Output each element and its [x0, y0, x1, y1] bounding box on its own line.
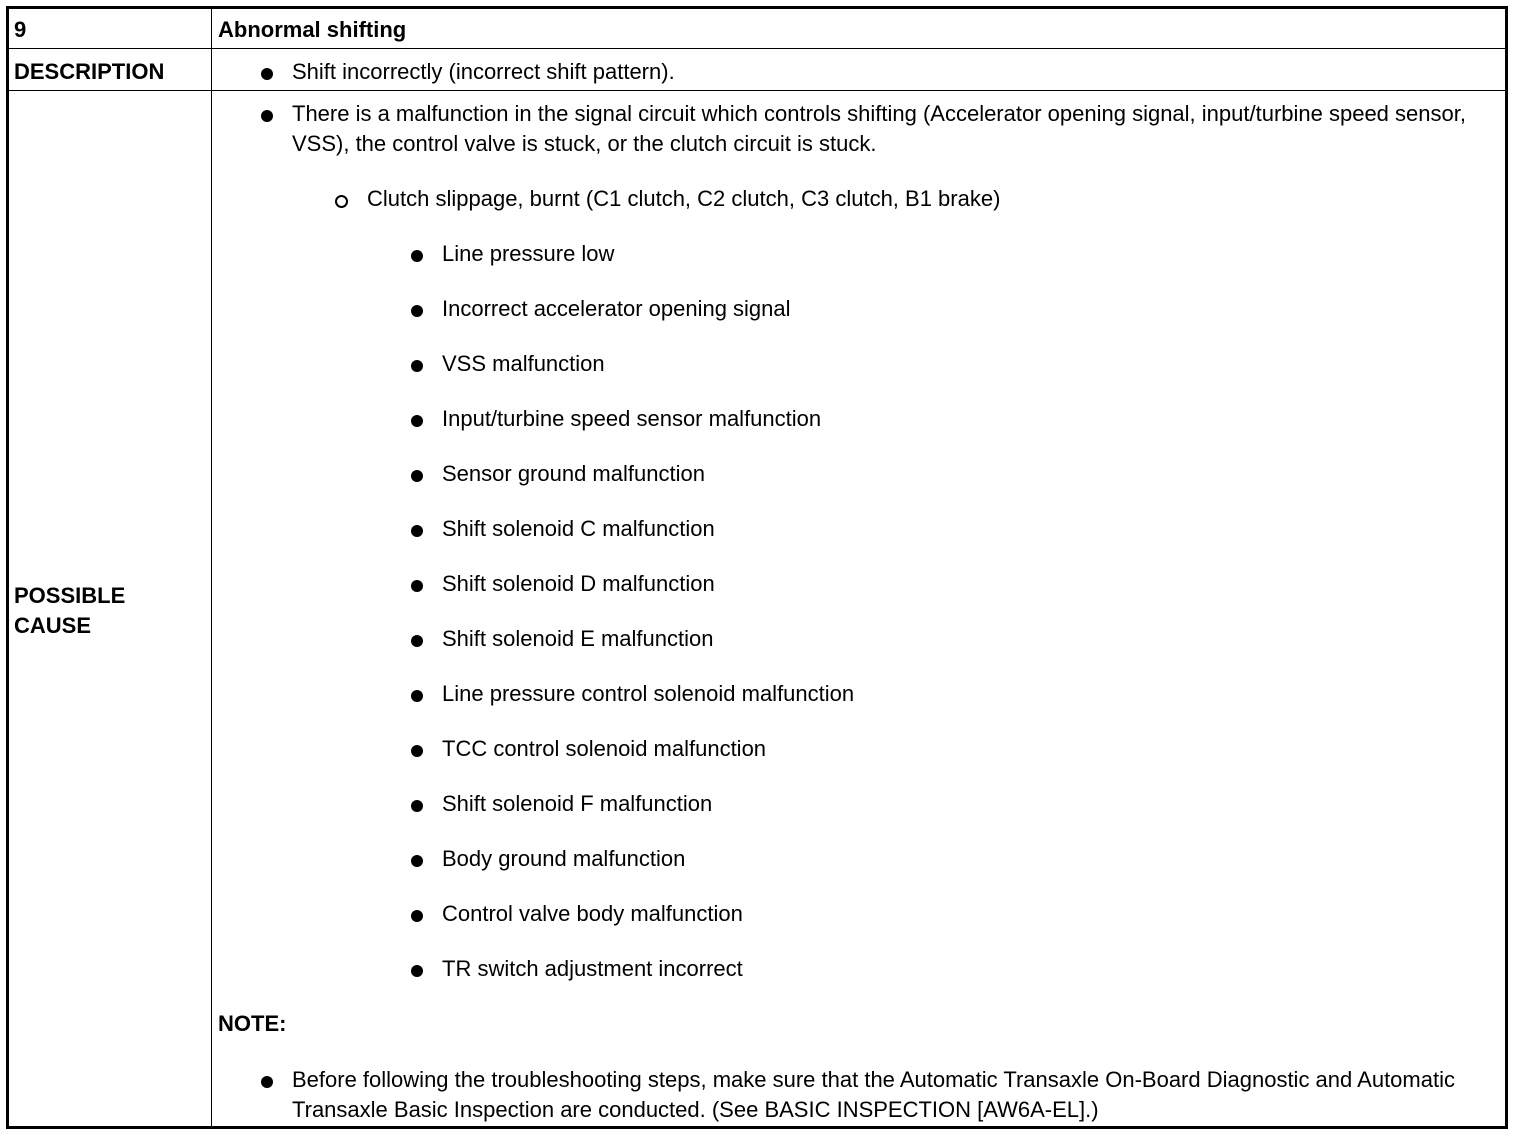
bullet-icon — [261, 110, 273, 122]
row-divider-header — [9, 48, 1505, 49]
cause-item: Shift solenoid C malfunction — [442, 516, 715, 541]
note-text: Before following the troubleshooting steps, make sure that the Automatic Transaxle On-Board Diagnostic and Automatic Transaxle Basic Inspection are conducted. (See BASIC INSPECTION [AW6A-EL].) — [292, 1067, 1455, 1122]
description-text: Shift incorrectly (incorrect shift pattern). — [292, 59, 675, 84]
possible-cause-label-line1: POSSIBLE — [14, 583, 126, 608]
bullet-icon — [411, 250, 423, 262]
bullet-icon — [261, 1076, 273, 1088]
bullet-icon — [411, 910, 423, 922]
cause-item: Body ground malfunction — [442, 846, 686, 871]
cause-item: Line pressure control solenoid malfunction — [442, 681, 855, 706]
cause-item: Line pressure low — [442, 241, 615, 266]
cause-main-text: There is a malfunction in the signal circuit which controls shifting (Accelerator opening signal, input/turbine speed sensor, VSS), the control valve is stuck, or the clutch circuit is stuck. — [292, 101, 1466, 156]
cause-item: Shift solenoid E malfunction — [442, 626, 714, 651]
bullet-icon — [261, 68, 273, 80]
possible-cause-label — [14, 581, 125, 641]
bullet-icon — [411, 580, 423, 592]
bullet-icon — [411, 855, 423, 867]
cause-item: VSS malfunction — [442, 351, 605, 376]
cause-item: Control valve body malfunction — [442, 901, 743, 926]
cause-item: Incorrect accelerator opening signal — [442, 296, 791, 321]
note-label: NOTE: — [218, 1011, 287, 1036]
bullet-icon — [411, 360, 423, 372]
cause-item: TCC control solenoid malfunction — [442, 736, 767, 761]
cause-sub-text: Clutch slippage, burnt (C1 clutch, C2 clutch, C3 clutch, B1 brake) — [367, 186, 1001, 211]
symptom-title: Abnormal shifting — [218, 17, 407, 42]
column-divider — [211, 9, 212, 1126]
bullet-icon — [411, 745, 423, 757]
cause-item: TR switch adjustment incorrect — [442, 956, 743, 981]
row-divider-description — [9, 90, 1505, 91]
bullet-icon — [411, 800, 423, 812]
description-label: DESCRIPTION — [14, 59, 165, 84]
possible-cause-label-line2: CAUSE — [14, 613, 92, 638]
bullet-icon — [411, 415, 423, 427]
cause-item: Shift solenoid D malfunction — [442, 571, 715, 596]
symptom-number: 9 — [14, 17, 27, 42]
troubleshooting-table — [6, 6, 1508, 1129]
cause-item: Input/turbine speed sensor malfunction — [442, 406, 822, 431]
bullet-icon — [411, 470, 423, 482]
bullet-icon — [411, 305, 423, 317]
bullet-icon — [411, 525, 423, 537]
cause-item: Shift solenoid F malfunction — [442, 791, 713, 816]
cause-item: Sensor ground malfunction — [442, 461, 705, 486]
bullet-icon — [411, 965, 423, 977]
bullet-icon — [411, 635, 423, 647]
hollow-bullet-icon — [335, 195, 348, 208]
bullet-icon — [411, 690, 423, 702]
